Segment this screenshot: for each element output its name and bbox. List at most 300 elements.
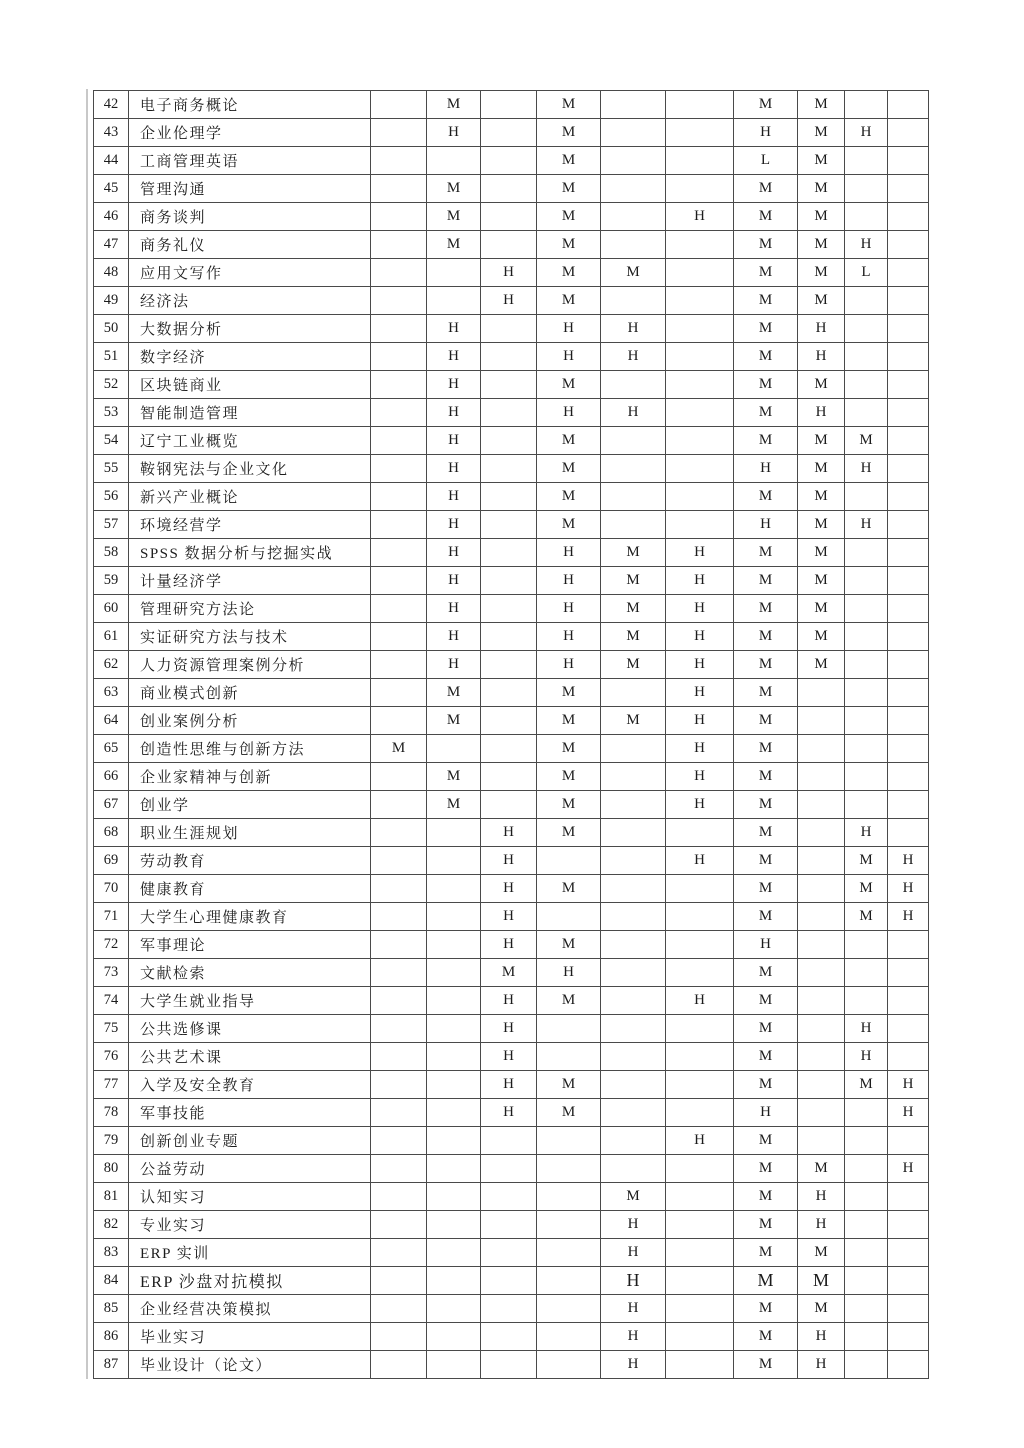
level-cell: [666, 1099, 734, 1127]
level-cell: [427, 1239, 481, 1267]
level-cell: [845, 651, 888, 679]
level-cell: M: [537, 259, 601, 287]
level-cell: [888, 1015, 929, 1043]
level-cell: [888, 259, 929, 287]
row-number: 46: [94, 203, 129, 231]
table-row: [94, 567, 929, 595]
level-cell: [481, 1127, 537, 1155]
row-number: 59: [94, 567, 129, 595]
level-cell: [845, 371, 888, 399]
level-cell: [427, 1267, 481, 1295]
level-cell: M: [601, 259, 666, 287]
level-cell: [845, 1099, 888, 1127]
level-cell: [371, 903, 427, 931]
level-cell: H: [481, 1099, 537, 1127]
level-cell: [427, 147, 481, 175]
level-cell: H: [481, 847, 537, 875]
level-cell: [427, 1099, 481, 1127]
table-row: [94, 511, 929, 539]
course-name: 专业实习: [129, 1211, 371, 1239]
level-cell: M: [734, 623, 798, 651]
course-name: 公共艺术课: [129, 1043, 371, 1071]
table-row: [94, 1155, 929, 1183]
level-cell: [888, 371, 929, 399]
level-cell: [888, 623, 929, 651]
table-row: [94, 1071, 929, 1099]
level-cell: [371, 679, 427, 707]
level-cell: [798, 847, 845, 875]
level-cell: M: [601, 567, 666, 595]
level-cell: H: [666, 987, 734, 1015]
row-number: 56: [94, 483, 129, 511]
level-cell: [666, 819, 734, 847]
level-cell: [427, 1351, 481, 1379]
level-cell: [371, 91, 427, 119]
level-cell: [371, 399, 427, 427]
level-cell: M: [798, 427, 845, 455]
table-row: [94, 1323, 929, 1351]
level-cell: [481, 791, 537, 819]
table-row: [94, 791, 929, 819]
row-number: 68: [94, 819, 129, 847]
course-name: 商业模式创新: [129, 679, 371, 707]
table-row: [94, 315, 929, 343]
level-cell: [481, 1267, 537, 1295]
level-cell: H: [537, 539, 601, 567]
level-cell: H: [845, 1043, 888, 1071]
level-cell: [371, 1071, 427, 1099]
level-cell: [371, 595, 427, 623]
level-cell: M: [734, 427, 798, 455]
level-cell: H: [537, 651, 601, 679]
level-cell: [845, 987, 888, 1015]
level-cell: [845, 399, 888, 427]
level-cell: [537, 1155, 601, 1183]
level-cell: [427, 987, 481, 1015]
level-cell: [845, 175, 888, 203]
level-cell: [537, 1351, 601, 1379]
row-number: 48: [94, 259, 129, 287]
level-cell: [888, 1211, 929, 1239]
level-cell: M: [371, 735, 427, 763]
level-cell: M: [734, 91, 798, 119]
level-cell: [798, 1099, 845, 1127]
level-cell: [798, 707, 845, 735]
level-cell: [601, 959, 666, 987]
course-name: 实证研究方法与技术: [129, 623, 371, 651]
level-cell: M: [734, 1155, 798, 1183]
level-cell: M: [734, 371, 798, 399]
level-cell: [666, 259, 734, 287]
level-cell: [666, 287, 734, 315]
level-cell: [371, 371, 427, 399]
course-name: SPSS 数据分析与挖掘实战: [129, 539, 371, 567]
level-cell: H: [888, 1099, 929, 1127]
level-cell: M: [537, 763, 601, 791]
level-cell: H: [666, 679, 734, 707]
level-cell: M: [537, 231, 601, 259]
level-cell: [371, 315, 427, 343]
level-cell: [845, 343, 888, 371]
level-cell: [537, 1183, 601, 1211]
level-cell: [601, 903, 666, 931]
level-cell: [845, 1323, 888, 1351]
course-matrix-table: [93, 90, 929, 1379]
row-number: 53: [94, 399, 129, 427]
level-cell: [798, 1127, 845, 1155]
level-cell: M: [734, 1043, 798, 1071]
level-cell: [481, 315, 537, 343]
row-number: 81: [94, 1183, 129, 1211]
row-number: 67: [94, 791, 129, 819]
level-cell: [845, 539, 888, 567]
row-number: 58: [94, 539, 129, 567]
level-cell: [845, 483, 888, 511]
level-cell: [537, 1127, 601, 1155]
table-row: [94, 175, 929, 203]
level-cell: [371, 483, 427, 511]
level-cell: [601, 371, 666, 399]
level-cell: M: [601, 1183, 666, 1211]
level-cell: [888, 315, 929, 343]
course-name: 电子商务概论: [129, 91, 371, 119]
level-cell: M: [734, 483, 798, 511]
level-cell: [601, 1043, 666, 1071]
row-number: 82: [94, 1211, 129, 1239]
row-number: 76: [94, 1043, 129, 1071]
level-cell: H: [481, 1015, 537, 1043]
level-cell: L: [845, 259, 888, 287]
level-cell: [888, 203, 929, 231]
course-name: 智能制造管理: [129, 399, 371, 427]
table-row: [94, 1183, 929, 1211]
level-cell: [845, 707, 888, 735]
table-row: [94, 623, 929, 651]
level-cell: [888, 819, 929, 847]
level-cell: [481, 567, 537, 595]
level-cell: [888, 1043, 929, 1071]
level-cell: [427, 259, 481, 287]
level-cell: [481, 427, 537, 455]
level-cell: M: [734, 1267, 798, 1295]
level-cell: H: [427, 623, 481, 651]
level-cell: M: [601, 539, 666, 567]
level-cell: [666, 455, 734, 483]
level-cell: [666, 1071, 734, 1099]
level-cell: M: [798, 203, 845, 231]
level-cell: [427, 1183, 481, 1211]
level-cell: [888, 91, 929, 119]
level-cell: H: [601, 1323, 666, 1351]
level-cell: [371, 1267, 427, 1295]
level-cell: M: [734, 987, 798, 1015]
table-row: [94, 1127, 929, 1155]
level-cell: [601, 679, 666, 707]
level-cell: M: [734, 315, 798, 343]
level-cell: H: [601, 399, 666, 427]
table-row: [94, 763, 929, 791]
level-cell: M: [798, 119, 845, 147]
level-cell: M: [798, 231, 845, 259]
level-cell: [888, 567, 929, 595]
level-cell: [666, 175, 734, 203]
level-cell: [666, 511, 734, 539]
level-cell: [666, 1239, 734, 1267]
row-number: 54: [94, 427, 129, 455]
level-cell: M: [537, 875, 601, 903]
course-name: 数字经济: [129, 343, 371, 371]
level-cell: [845, 735, 888, 763]
level-cell: M: [734, 203, 798, 231]
table-row: [94, 343, 929, 371]
level-cell: M: [537, 455, 601, 483]
level-cell: [601, 1155, 666, 1183]
level-cell: M: [734, 1127, 798, 1155]
level-cell: [371, 119, 427, 147]
level-cell: H: [427, 539, 481, 567]
level-cell: [481, 483, 537, 511]
level-cell: [845, 287, 888, 315]
level-cell: [845, 595, 888, 623]
level-cell: [537, 1295, 601, 1323]
level-cell: M: [798, 1295, 845, 1323]
level-cell: M: [537, 791, 601, 819]
row-number: 62: [94, 651, 129, 679]
row-number: 72: [94, 931, 129, 959]
level-cell: M: [601, 595, 666, 623]
table-row: [94, 987, 929, 1015]
course-name: 创业学: [129, 791, 371, 819]
row-number: 85: [94, 1295, 129, 1323]
level-cell: [666, 1183, 734, 1211]
level-cell: [371, 707, 427, 735]
level-cell: H: [537, 567, 601, 595]
level-cell: [888, 231, 929, 259]
level-cell: M: [734, 651, 798, 679]
level-cell: [481, 595, 537, 623]
table-row: [94, 371, 929, 399]
level-cell: M: [734, 1239, 798, 1267]
level-cell: [845, 91, 888, 119]
level-cell: [481, 511, 537, 539]
level-cell: [371, 147, 427, 175]
level-cell: [666, 119, 734, 147]
level-cell: [537, 1323, 601, 1351]
level-cell: [798, 931, 845, 959]
level-cell: [371, 987, 427, 1015]
course-name: 入学及安全教育: [129, 1071, 371, 1099]
level-cell: M: [734, 231, 798, 259]
level-cell: M: [734, 1183, 798, 1211]
level-cell: M: [427, 679, 481, 707]
level-cell: [481, 175, 537, 203]
row-number: 64: [94, 707, 129, 735]
level-cell: H: [888, 903, 929, 931]
level-cell: M: [798, 1267, 845, 1295]
level-cell: H: [845, 1015, 888, 1043]
level-cell: [371, 1183, 427, 1211]
level-cell: H: [798, 1211, 845, 1239]
level-cell: M: [845, 875, 888, 903]
level-cell: M: [734, 735, 798, 763]
level-cell: [845, 203, 888, 231]
table-row: [94, 259, 929, 287]
level-cell: H: [427, 483, 481, 511]
level-cell: [845, 1155, 888, 1183]
level-cell: [427, 847, 481, 875]
level-cell: [601, 1071, 666, 1099]
level-cell: M: [798, 511, 845, 539]
level-cell: H: [601, 1267, 666, 1295]
level-cell: [371, 763, 427, 791]
course-name: 企业经营决策模拟: [129, 1295, 371, 1323]
row-number: 79: [94, 1127, 129, 1155]
level-cell: [888, 343, 929, 371]
level-cell: [798, 1015, 845, 1043]
course-name: 公益劳动: [129, 1155, 371, 1183]
level-cell: H: [845, 819, 888, 847]
row-number: 61: [94, 623, 129, 651]
level-cell: [427, 287, 481, 315]
course-name: 鞍钢宪法与企业文化: [129, 455, 371, 483]
level-cell: [371, 1239, 427, 1267]
level-cell: H: [481, 903, 537, 931]
level-cell: H: [888, 1071, 929, 1099]
level-cell: M: [427, 91, 481, 119]
table-row: [94, 903, 929, 931]
row-number: 75: [94, 1015, 129, 1043]
level-cell: [427, 1211, 481, 1239]
course-name: 公共选修课: [129, 1015, 371, 1043]
table-row: [94, 875, 929, 903]
level-cell: [798, 1043, 845, 1071]
row-number: 57: [94, 511, 129, 539]
course-name: 创新创业专题: [129, 1127, 371, 1155]
course-name: 新兴产业概论: [129, 483, 371, 511]
level-cell: H: [427, 455, 481, 483]
course-name: 管理沟通: [129, 175, 371, 203]
table-row: [94, 931, 929, 959]
course-name: 大数据分析: [129, 315, 371, 343]
course-name: 辽宁工业概览: [129, 427, 371, 455]
level-cell: [888, 147, 929, 175]
level-cell: [601, 847, 666, 875]
row-number: 80: [94, 1155, 129, 1183]
level-cell: [427, 903, 481, 931]
level-cell: M: [845, 903, 888, 931]
level-cell: H: [537, 399, 601, 427]
level-cell: [666, 315, 734, 343]
level-cell: H: [481, 987, 537, 1015]
course-name: 大学生就业指导: [129, 987, 371, 1015]
level-cell: H: [734, 1099, 798, 1127]
level-cell: M: [734, 1071, 798, 1099]
table-row: [94, 651, 929, 679]
level-cell: [845, 1183, 888, 1211]
level-cell: [666, 903, 734, 931]
level-cell: H: [666, 735, 734, 763]
level-cell: [371, 819, 427, 847]
level-cell: M: [537, 427, 601, 455]
table-row: [94, 735, 929, 763]
level-cell: [481, 231, 537, 259]
table-row: [94, 399, 929, 427]
level-cell: [666, 483, 734, 511]
level-cell: [371, 1127, 427, 1155]
level-cell: M: [427, 791, 481, 819]
level-cell: M: [537, 819, 601, 847]
level-cell: H: [427, 371, 481, 399]
level-cell: [427, 735, 481, 763]
level-cell: [427, 931, 481, 959]
level-cell: M: [798, 483, 845, 511]
level-cell: [601, 791, 666, 819]
level-cell: [798, 987, 845, 1015]
level-cell: M: [537, 287, 601, 315]
level-cell: H: [481, 819, 537, 847]
course-name: 军事技能: [129, 1099, 371, 1127]
course-name: 企业伦理学: [129, 119, 371, 147]
table-row: [94, 455, 929, 483]
level-cell: [371, 1043, 427, 1071]
level-cell: [888, 595, 929, 623]
course-name: 健康教育: [129, 875, 371, 903]
level-cell: [481, 1183, 537, 1211]
level-cell: H: [666, 1127, 734, 1155]
level-cell: M: [427, 763, 481, 791]
level-cell: [666, 427, 734, 455]
level-cell: H: [427, 567, 481, 595]
table-row: [94, 483, 929, 511]
level-cell: M: [427, 707, 481, 735]
level-cell: [666, 931, 734, 959]
level-cell: M: [427, 203, 481, 231]
level-cell: H: [666, 595, 734, 623]
level-cell: [666, 231, 734, 259]
level-cell: M: [537, 987, 601, 1015]
level-cell: [888, 791, 929, 819]
row-number: 66: [94, 763, 129, 791]
level-cell: [888, 763, 929, 791]
level-cell: M: [798, 175, 845, 203]
level-cell: [798, 875, 845, 903]
level-cell: [798, 791, 845, 819]
level-cell: M: [537, 707, 601, 735]
table-row: [94, 959, 929, 987]
level-cell: H: [666, 651, 734, 679]
course-name: 创业案例分析: [129, 707, 371, 735]
level-cell: [427, 1155, 481, 1183]
level-cell: H: [666, 623, 734, 651]
level-cell: H: [798, 399, 845, 427]
level-cell: M: [734, 763, 798, 791]
course-name: 毕业实习: [129, 1323, 371, 1351]
table-row: [94, 847, 929, 875]
level-cell: M: [537, 91, 601, 119]
level-cell: [371, 287, 427, 315]
level-cell: [481, 371, 537, 399]
level-cell: [537, 1267, 601, 1295]
level-cell: [481, 1239, 537, 1267]
level-cell: M: [734, 287, 798, 315]
level-cell: [666, 1155, 734, 1183]
level-cell: H: [734, 455, 798, 483]
level-cell: [427, 1071, 481, 1099]
level-cell: [601, 1015, 666, 1043]
level-cell: M: [734, 1351, 798, 1379]
level-cell: [601, 427, 666, 455]
row-number: 51: [94, 343, 129, 371]
